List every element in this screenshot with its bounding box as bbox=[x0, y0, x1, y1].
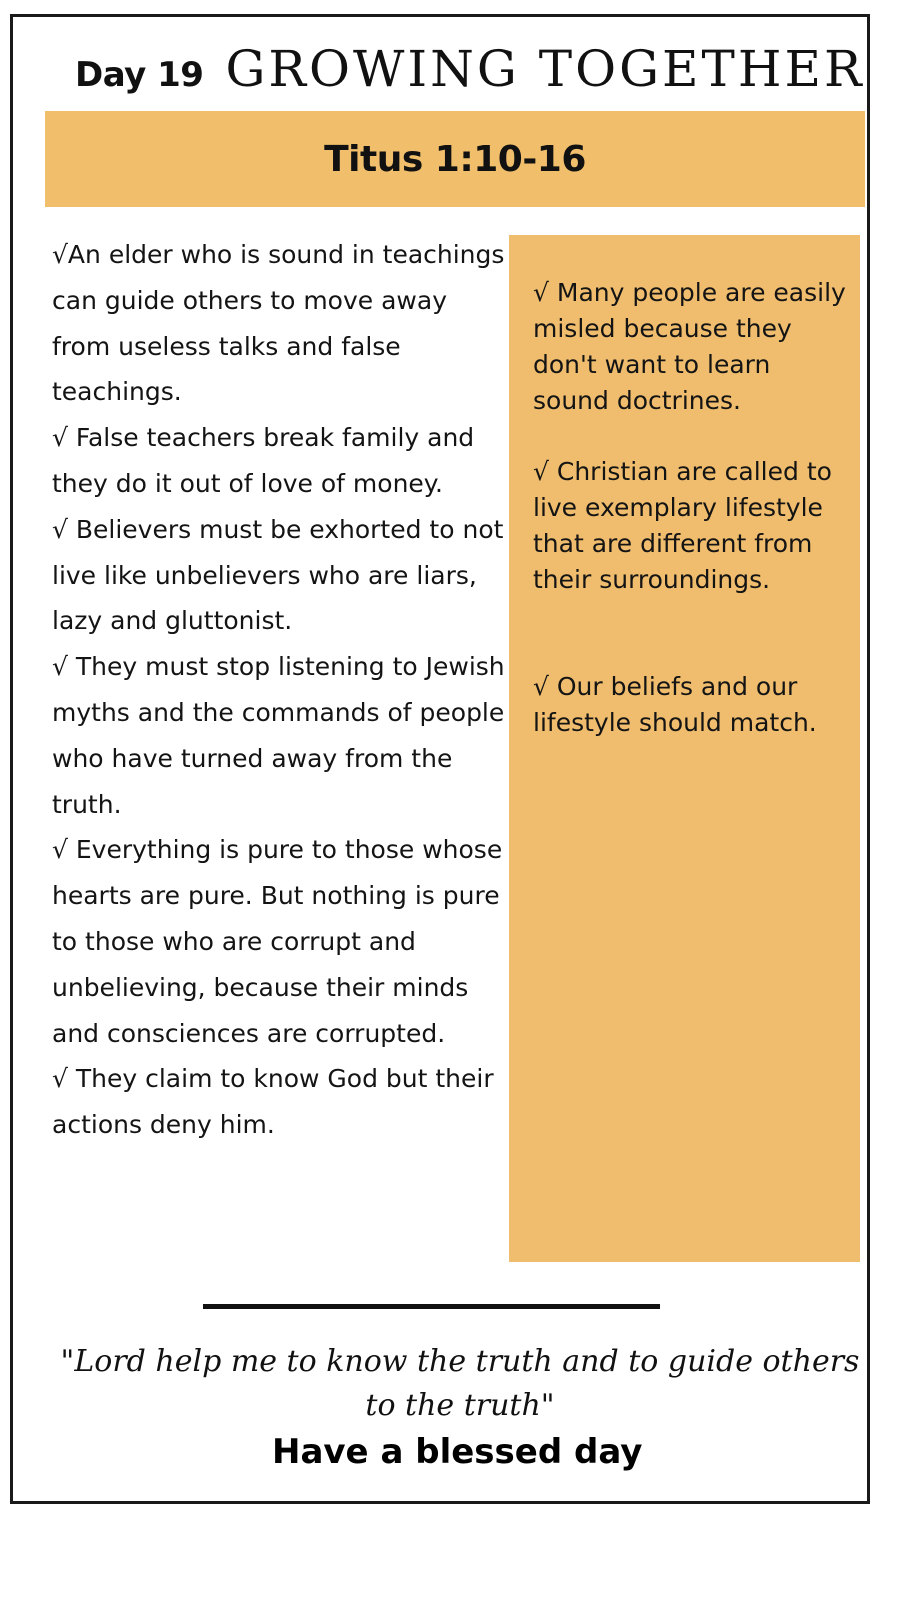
side-point: √ Many people are easily misled because they don't want to learn sound doctrines. bbox=[533, 278, 846, 415]
side-points-box bbox=[509, 235, 860, 1262]
scripture-reference: Titus 1:10-16 bbox=[324, 138, 586, 180]
left-point: √ Believers must be exhorted to not live like unbelievers who are liars, lazy and gluttonist. bbox=[52, 514, 504, 636]
page-title: GROWING TOGETHER bbox=[225, 40, 865, 98]
side-point: √ Christian are called to live exemplary lifestyle that are different from their surroundings. bbox=[533, 457, 832, 594]
left-points-list bbox=[52, 232, 512, 1148]
left-point: √ They claim to know God but their actions deny him. bbox=[52, 1064, 494, 1140]
prayer-text: "Lord help me to know the truth and to guide others to the truth" bbox=[60, 1344, 860, 1423]
divider bbox=[203, 1304, 660, 1309]
left-point: √ False teachers break family and they do it out of love of money. bbox=[52, 423, 475, 498]
side-point: √ Our beliefs and our lifestyle should match. bbox=[533, 672, 817, 737]
left-point: √ They must stop listening to Jewish myths and the commands of people who have turned away from the truth. bbox=[52, 652, 505, 819]
left-point: √An elder who is sound in teachings can guide others to move away from useless talks and false teachings. bbox=[52, 240, 505, 407]
left-point: √ Everything is pure to those whose hearts are pure. But nothing is pure to those who are corrupt and unbelieving, because their minds and consciences are corrupted. bbox=[52, 835, 503, 1048]
header bbox=[75, 40, 865, 98]
scripture-reference-banner bbox=[45, 111, 865, 207]
day-label: Day 19 bbox=[75, 55, 204, 95]
closing-text: Have a blessed day bbox=[272, 1432, 643, 1472]
